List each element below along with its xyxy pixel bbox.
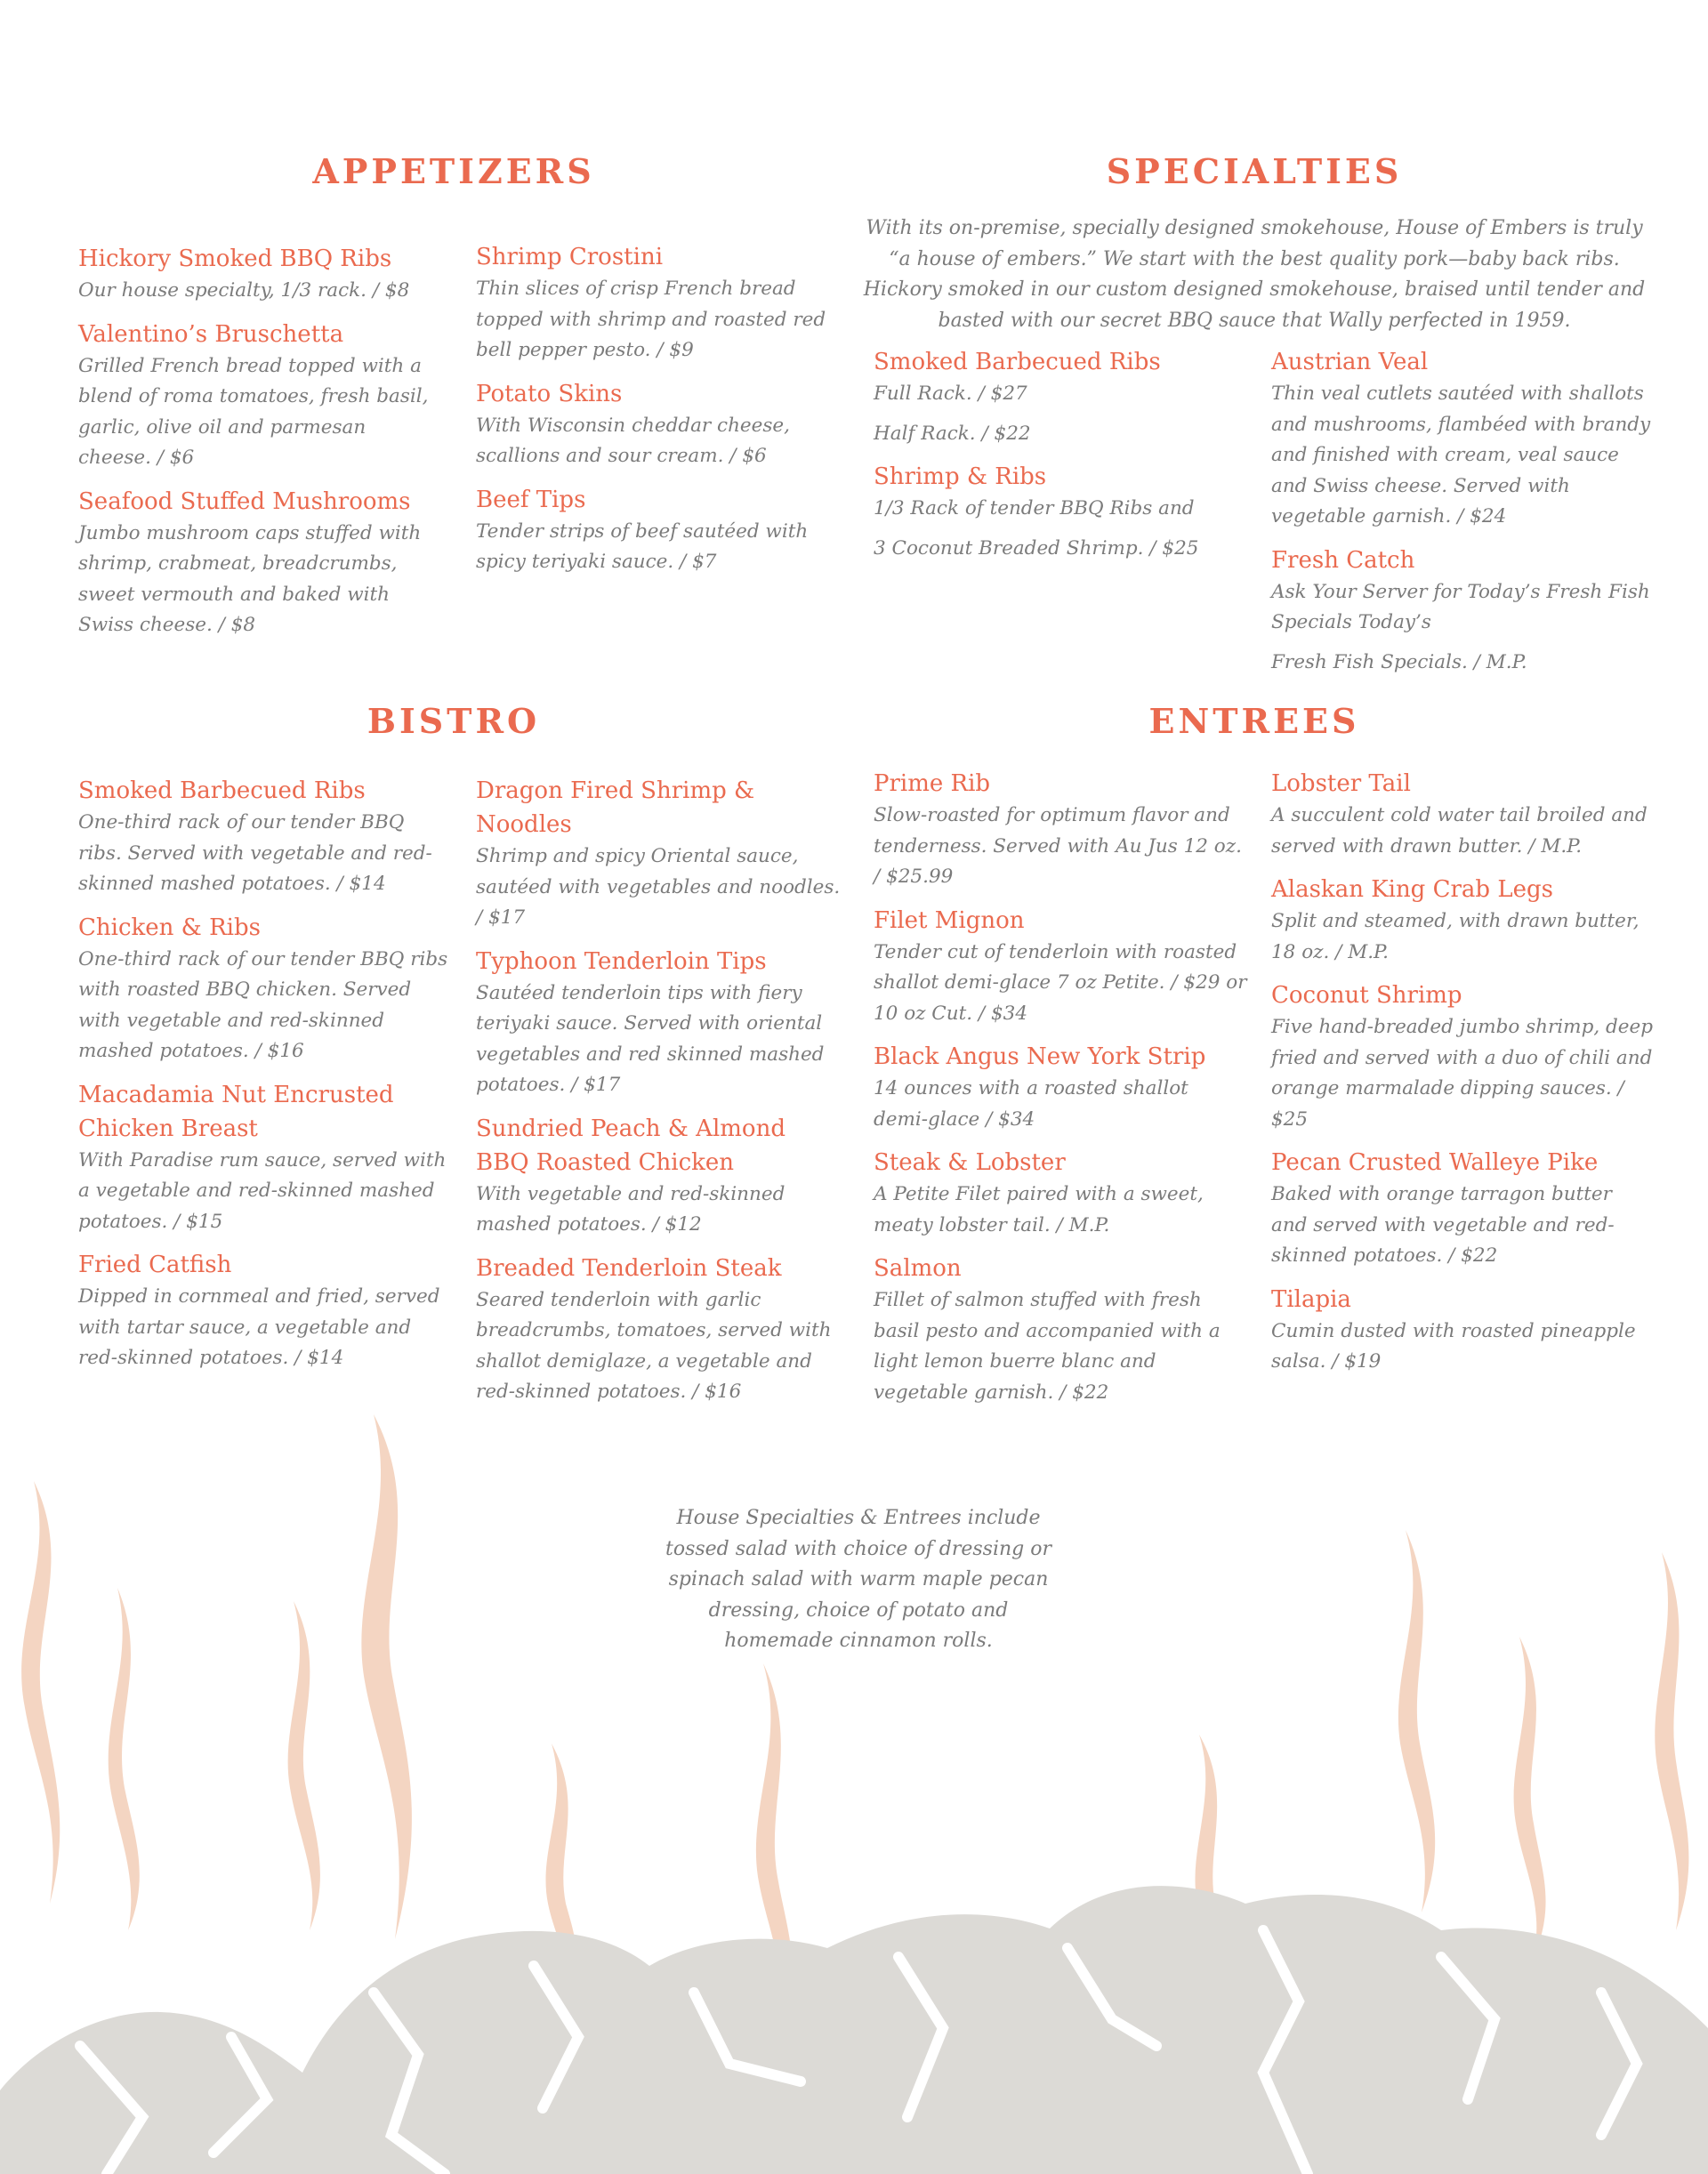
specialties-intro: With its on-premise, specially designed smokehouse, House of Embers is truly “a house of embers.” We start with the best quality pork—baby back ribs. Hickory smoked in our custom designed smokehouse, braised until tender and basted with our secret BBQ sauce that Wally perfected in 1959. xyxy=(863,217,1646,332)
item-name: Valentino’s Bruschetta xyxy=(78,320,344,348)
menu-item xyxy=(78,318,439,474)
bistro-column-1 xyxy=(78,774,452,1385)
appetizers-column-1 xyxy=(78,242,439,652)
item-name: Filet Mignon xyxy=(874,906,1025,934)
item-description: 3 Coconut Breaded Shrimp. / $25 xyxy=(874,536,1199,560)
item-description: Seared tenderloin with garlic breadcrumbs, tomatoes, served with shallot demiglaze, a vegetable and red-skinned potatoes. / $16 xyxy=(476,1288,832,1403)
section-title-specialties: SPECIALTIES xyxy=(1106,151,1403,191)
item-name: Fresh Catch xyxy=(1271,546,1415,574)
item-description: Split and steamed, with drawn butter, 18 oz. / M.P. xyxy=(1271,910,1640,963)
menu-item xyxy=(1271,1146,1654,1272)
footnote-included-sides: House Specialties & Entrees include tossed salad with choice of dressing or spinach salad with warm maple pecan dressing, choice of potato and homemade cinnamon rolls. xyxy=(665,1507,1051,1652)
item-description: One-third rack of our tender BBQ ribs. Served with vegetable and red-skinned mashed potatoes. / $14 xyxy=(78,811,432,895)
item-name: Steak & Lobster xyxy=(874,1149,1066,1176)
menu-item xyxy=(1271,1283,1654,1378)
item-description: Fillet of salmon stuffed with fresh basil pesto and accompanied with a light lemon buerre blanc and vegetable garnish. / $22 xyxy=(874,1289,1221,1404)
item-name: Seafood Stuffed Mushrooms xyxy=(78,487,411,515)
item-description: Shrimp and spicy Oriental sauce, sautéed with vegetables and noodles. / $17 xyxy=(476,845,841,929)
item-description: Half Rack. / $22 xyxy=(874,422,1031,445)
item-name: Prime Rib xyxy=(874,770,991,797)
item-description: Tender cut of tenderloin with roasted shallot demi-glace 7 oz Petite. / $29 or 10 oz Cut. / $34 xyxy=(874,940,1247,1025)
item-name: Typhoon Tenderloin Tips xyxy=(476,947,767,975)
item-description: Five hand-breaded jumbo shrimp, deep fried and served with a duo of chili and orange marmalade dipping sauces. / $25 xyxy=(1271,1016,1653,1131)
menu-item xyxy=(1271,978,1654,1135)
menu-item xyxy=(874,904,1247,1030)
item-name: Sundried Peach & Almond BBQ Roasted Chicken xyxy=(476,1115,786,1176)
item-name: Shrimp Crostini xyxy=(476,244,664,270)
menu-item xyxy=(78,911,452,1067)
item-description: Thin veal cutlets sautéed with shallots and mushrooms, flambéed with brandy and finished with cream, veal sauce and Swiss cheese. Served with vegetable garnish. / $24 xyxy=(1271,382,1651,527)
menu-item xyxy=(1271,345,1654,533)
item-description: Slow-roasted for optimum flavor and tenderness. Served with Au Jus 12 oz. / $25.99 xyxy=(874,804,1242,888)
menu-item xyxy=(874,345,1238,449)
item-name: Salmon xyxy=(874,1255,962,1282)
item-description: A succulent cold water tail broiled and served with drawn butter. / M.P. xyxy=(1271,804,1648,858)
bistro-column-2 xyxy=(476,774,845,1419)
item-description: Cumin dusted with roasted pineapple salsa. / $19 xyxy=(1271,1319,1636,1373)
item-name: Breaded Tenderloin Steak xyxy=(476,1254,782,1282)
item-description: Full Rack. / $27 xyxy=(874,382,1027,405)
menu-item xyxy=(476,377,836,472)
menu-item xyxy=(1271,544,1654,679)
section-title-entrees: ENTREES xyxy=(1148,701,1360,741)
menu-item xyxy=(78,1078,452,1238)
menu-item xyxy=(476,1252,845,1408)
entrees-column-1 xyxy=(874,767,1247,1419)
item-description: Thin slices of crisp French bread topped with shrimp and roasted red bell pepper pesto. / $9 xyxy=(476,278,826,361)
item-name: Beef Tips xyxy=(476,486,586,513)
menu-item xyxy=(476,240,836,366)
ember-rocks xyxy=(0,1886,1708,2174)
item-description: Tender strips of beef sautéed with spicy teriyaki sauce. / $7 xyxy=(476,519,809,573)
item-name: Pecan Crusted Walleye Pike xyxy=(1271,1149,1599,1176)
menu-item xyxy=(78,774,452,900)
item-description: 14 ounces with a roasted shallot demi-glace / $34 xyxy=(874,1077,1188,1131)
specialties-column-1 xyxy=(874,345,1238,575)
item-name: Shrimp & Ribs xyxy=(874,463,1047,490)
item-description: One-third rack of our tender BBQ ribs with roasted BBQ chicken. Served with vegetable and red-skinned mashed potatoes. / $16 xyxy=(78,947,448,1062)
menu-item xyxy=(874,1252,1247,1408)
item-description: Baked with orange tarragon butter and served with vegetable and red-skinned potatoes. / $22 xyxy=(1271,1183,1615,1267)
menu-item xyxy=(1271,873,1654,968)
item-name: Coconut Shrimp xyxy=(1271,982,1462,1009)
menu-item xyxy=(476,1112,845,1241)
menu-item xyxy=(874,1040,1247,1135)
item-name: Fried Catfish xyxy=(78,1252,232,1278)
menu-item xyxy=(476,945,845,1101)
item-description: With Paradise rum sauce, served with a vegetable and red-skinned mashed potatoes. / $15 xyxy=(78,1148,447,1233)
item-description: A Petite Filet paired with a sweet, meaty lobster tail. / M.P. xyxy=(874,1183,1204,1236)
menu-item xyxy=(78,242,439,307)
section-title-bistro: BISTRO xyxy=(367,701,541,741)
item-name: Alaskan King Crab Legs xyxy=(1271,876,1553,903)
item-name: Black Angus New York Strip xyxy=(874,1043,1206,1070)
menu-item xyxy=(874,767,1247,893)
item-name: Potato Skins xyxy=(476,380,623,407)
menu-item xyxy=(78,485,439,641)
appetizers-column-2 xyxy=(476,240,836,589)
item-description: Dipped in cornmeal and fried, served with tartar sauce, a vegetable and red-skinned potatoes. / $14 xyxy=(78,1285,440,1369)
item-description: With Wisconsin cheddar cheese, scallions and sour cream. / $6 xyxy=(476,414,790,467)
item-description: Jumbo mushroom caps stuffed with shrimp, crabmeat, breadcrumbs, sweet vermouth and baked with Swiss cheese. / $8 xyxy=(78,521,422,636)
specialties-column-2 xyxy=(1271,345,1654,688)
entrees-column-2 xyxy=(1271,767,1654,1389)
item-description: Grilled French bread topped with a blend of roma tomatoes, fresh basil, garlic, olive oil and parmesan cheese. / $6 xyxy=(78,354,429,469)
menu-item xyxy=(78,1248,452,1374)
menu-item xyxy=(476,483,836,578)
item-description: Fresh Fish Specials. / M.P. xyxy=(1271,650,1527,673)
item-description: Ask Your Server for Today’s Fresh Fish Specials Today’s xyxy=(1271,580,1650,633)
section-title-appetizers: APPETIZERS xyxy=(312,151,595,191)
item-description: Our house specialty, 1/3 rack. / $8 xyxy=(78,279,410,302)
item-name: Austrian Veal xyxy=(1271,349,1429,375)
item-description: 1/3 Rack of tender BBQ Ribs and xyxy=(874,497,1195,519)
item-name: Lobster Tail xyxy=(1271,770,1411,797)
item-name: Hickory Smoked BBQ Ribs xyxy=(78,246,392,272)
item-name: Dragon Fired Shrimp & Noodles xyxy=(476,777,755,838)
item-description: Sautéed tenderloin tips with fiery teriyaki sauce. Served with oriental vegetables and red skinned mashed potatoes. / $17 xyxy=(476,981,825,1096)
item-name: Smoked Barbecued Ribs xyxy=(78,777,366,804)
item-name: Tilapia xyxy=(1271,1285,1351,1313)
item-name: Macadamia Nut Encrusted Chicken Breast xyxy=(78,1081,394,1142)
item-description: With vegetable and red-skinned mashed potatoes. / $12 xyxy=(476,1182,786,1236)
item-name: Chicken & Ribs xyxy=(78,914,261,941)
menu-item xyxy=(874,460,1238,564)
menu-item xyxy=(1271,767,1654,862)
menu-item xyxy=(476,774,845,934)
menu-item xyxy=(874,1146,1247,1241)
item-name: Smoked Barbecued Ribs xyxy=(874,349,1161,375)
